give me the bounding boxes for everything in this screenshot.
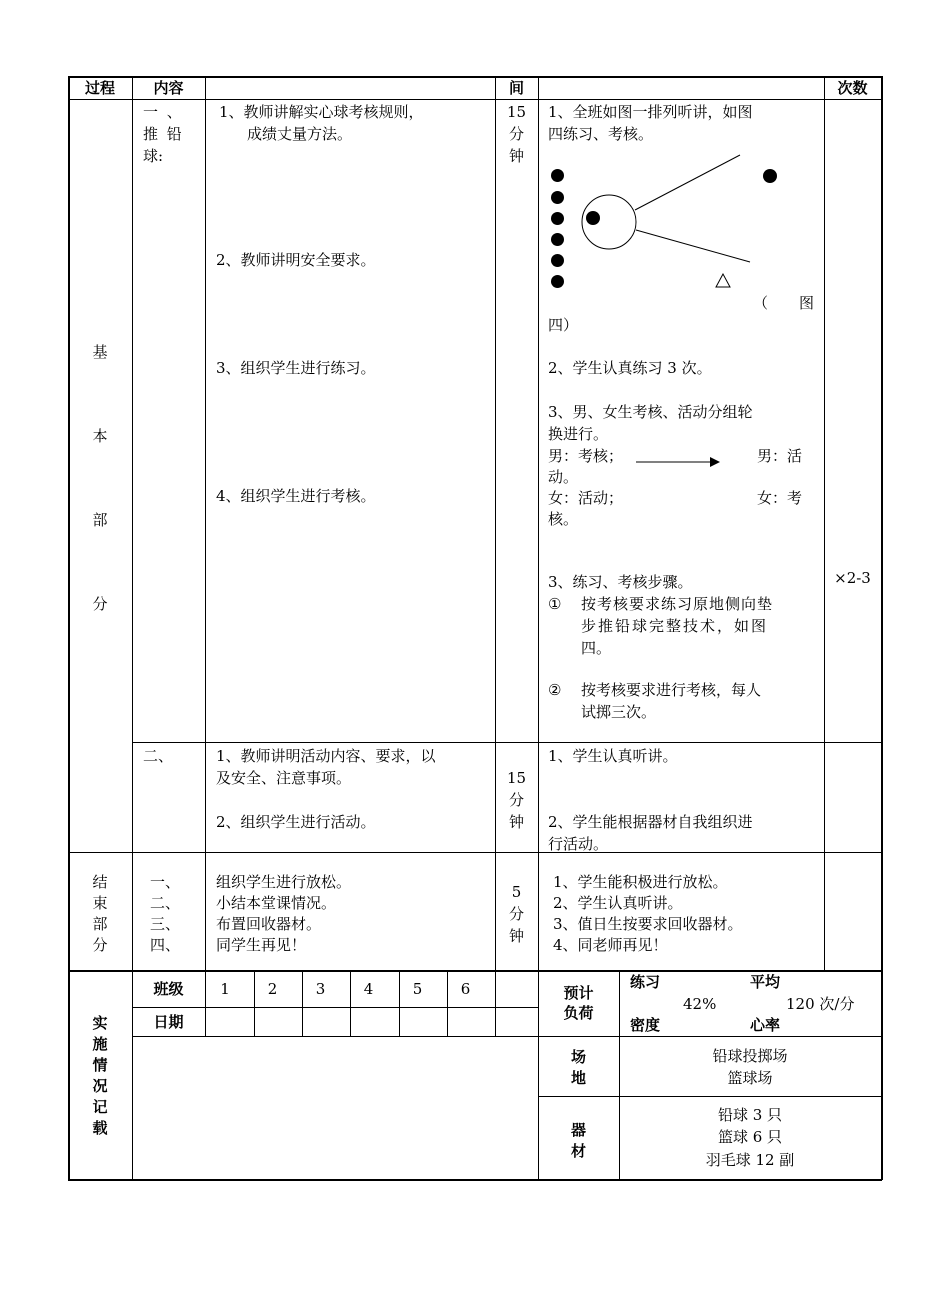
item2-time: 分 bbox=[508, 791, 524, 809]
end-title: 二、 bbox=[150, 894, 181, 912]
load-label: 预计 bbox=[563, 984, 594, 1002]
end-student: 4、同老师再见！ bbox=[553, 936, 668, 954]
equipment-item: 羽毛球 12 副 bbox=[705, 1151, 795, 1169]
item2-teacher: 及安全、注意事项。 bbox=[216, 769, 352, 787]
end-title: 三、 bbox=[150, 915, 181, 933]
steps-heading: 3、练习、考核步骤。 bbox=[548, 573, 693, 591]
section-char: 分 bbox=[92, 595, 108, 613]
teacher-triangle-icon bbox=[716, 274, 730, 287]
class-label: 班级 bbox=[153, 980, 184, 998]
end-student: 3、值日生按要求回收器材。 bbox=[553, 915, 743, 933]
end-teacher: 小结本堂课情况。 bbox=[216, 894, 337, 912]
end-time: 分 bbox=[508, 905, 524, 923]
student-dot bbox=[551, 169, 564, 182]
student-dot bbox=[551, 212, 564, 225]
header-count: 次数 bbox=[837, 79, 868, 97]
throwing-sector-svg bbox=[575, 150, 795, 290]
class-number: 4 bbox=[363, 980, 374, 998]
item1-student-rotation: 换进行。 bbox=[548, 425, 609, 443]
item2-time: 15 bbox=[506, 769, 527, 787]
item1-time: 分 bbox=[508, 125, 524, 143]
class-number: 5 bbox=[412, 980, 423, 998]
load-label: 负荷 bbox=[563, 1004, 594, 1022]
male-cont: 动。 bbox=[548, 468, 579, 486]
end-title: 四、 bbox=[150, 936, 181, 954]
item1-teacher-step: 成绩丈量方法。 bbox=[247, 125, 353, 143]
end-section-char: 分 bbox=[92, 936, 108, 954]
equipment-item: 篮球 6 只 bbox=[717, 1128, 783, 1146]
end-teacher: 布置回收器材。 bbox=[216, 915, 322, 933]
venue-item: 铅球投掷场 bbox=[712, 1047, 788, 1065]
item1-title-line: 一 、 bbox=[143, 103, 184, 121]
male-left: 男：考核； bbox=[548, 447, 624, 465]
figure-label-fig: 图 bbox=[799, 294, 815, 312]
end-teacher: 组织学生进行放松。 bbox=[216, 873, 352, 891]
item1-teacher-step: 1、教师讲解实心球考核规则， bbox=[219, 103, 424, 121]
record-char: 况 bbox=[92, 1077, 108, 1095]
step2-text: 按考核要求进行考核，每人 bbox=[581, 681, 762, 699]
step1-marker: ① bbox=[548, 595, 562, 613]
class-number: 2 bbox=[267, 980, 278, 998]
step2-marker: ② bbox=[548, 681, 562, 699]
item1-title-line: 球: bbox=[143, 147, 164, 165]
end-teacher: 同学生再见！ bbox=[216, 936, 307, 954]
item2-student: 行活动。 bbox=[548, 835, 609, 853]
step1-text: 四。 bbox=[581, 639, 612, 657]
record-char: 情 bbox=[92, 1056, 108, 1074]
end-time: 钟 bbox=[508, 927, 524, 945]
figure-label-close: 四） bbox=[548, 316, 579, 334]
arrow-right-icon bbox=[636, 456, 720, 468]
step1-text: 按考核要求练习原地侧向垫 bbox=[581, 595, 774, 613]
end-section-char: 结 bbox=[92, 873, 108, 891]
landing-dot bbox=[763, 169, 777, 183]
thrower-dot bbox=[586, 211, 600, 225]
item1-teacher-step: 4、组织学生进行考核。 bbox=[216, 487, 376, 505]
item1-teacher-step: 2、教师讲明安全要求。 bbox=[216, 251, 376, 269]
record-char: 载 bbox=[92, 1119, 108, 1137]
student-dot bbox=[551, 233, 564, 246]
item2-teacher: 1、教师讲明活动内容、要求，以 bbox=[216, 747, 436, 765]
venue-label: 地 bbox=[570, 1069, 586, 1087]
end-student: 1、学生能积极进行放松。 bbox=[553, 873, 728, 891]
item1-time: 15 bbox=[506, 103, 527, 121]
end-time: 5 bbox=[511, 883, 522, 901]
header-time: 间 bbox=[508, 79, 524, 97]
item1-student-practice: 2、学生认真练习 3 次。 bbox=[548, 359, 712, 377]
section-char: 本 bbox=[92, 427, 108, 445]
equipment-label: 材 bbox=[570, 1142, 586, 1160]
item1-student-text: 1、全班如图一排列听讲，如图 bbox=[548, 103, 753, 121]
item1-student-rotation: 3、男、女生考核、活动分组轮 bbox=[548, 403, 753, 421]
item1-title-line: 推 铅 bbox=[143, 125, 184, 143]
venue-item: 篮球场 bbox=[727, 1069, 773, 1087]
record-char: 记 bbox=[92, 1098, 108, 1116]
sector-line-upper bbox=[635, 155, 740, 210]
figure-label-open: （ bbox=[753, 294, 769, 312]
density-label: 密度 bbox=[630, 1016, 661, 1034]
record-char: 施 bbox=[92, 1035, 108, 1053]
sector-line-lower bbox=[636, 230, 750, 262]
item2-teacher: 2、组织学生进行活动。 bbox=[216, 813, 376, 831]
date-label: 日期 bbox=[153, 1013, 184, 1031]
section-char: 基 bbox=[92, 343, 108, 361]
step2-text: 试掷三次。 bbox=[581, 703, 657, 721]
heart-rate-label: 心率 bbox=[750, 1016, 781, 1034]
item2-time: 钟 bbox=[508, 813, 524, 831]
density-value: 42% bbox=[683, 995, 717, 1013]
female-right: 女：考 bbox=[757, 489, 803, 507]
record-char: 实 bbox=[92, 1014, 108, 1032]
student-dot bbox=[551, 191, 564, 204]
class-number: 6 bbox=[460, 980, 471, 998]
heart-rate-value: 120 次/分 bbox=[786, 995, 855, 1013]
item2-title: 二、 bbox=[143, 747, 174, 765]
end-student: 2、学生认真听讲。 bbox=[553, 894, 683, 912]
header-content: 内容 bbox=[153, 79, 184, 97]
header-process: 过程 bbox=[84, 79, 115, 97]
step1-text: 步推铅球完整技术，如图 bbox=[581, 617, 769, 635]
item2-student: 2、学生能根据器材自我组织进 bbox=[548, 813, 753, 831]
equipment-label: 器 bbox=[570, 1121, 586, 1139]
repetition-count: ×2-3 bbox=[834, 569, 871, 587]
student-dot bbox=[551, 275, 564, 288]
class-number: 3 bbox=[315, 980, 326, 998]
male-right: 男：活 bbox=[757, 447, 803, 465]
class-number: 1 bbox=[220, 980, 230, 998]
item2-student: 1、学生认真听讲。 bbox=[548, 747, 678, 765]
venue-label: 场 bbox=[570, 1048, 586, 1066]
end-section-char: 束 bbox=[92, 894, 108, 912]
female-cont: 核。 bbox=[548, 510, 579, 528]
student-dot bbox=[551, 254, 564, 267]
equipment-item: 铅球 3 只 bbox=[717, 1106, 783, 1124]
end-title: 一、 bbox=[150, 873, 181, 891]
end-section-char: 部 bbox=[92, 915, 108, 933]
average-label: 平均 bbox=[750, 973, 781, 991]
item1-teacher-step: 3、组织学生进行练习。 bbox=[216, 359, 376, 377]
item1-time: 钟 bbox=[508, 147, 524, 165]
female-left: 女：活动； bbox=[548, 489, 624, 507]
item1-student-text: 四练习、考核。 bbox=[548, 125, 654, 143]
practice-label: 练习 bbox=[630, 973, 661, 991]
section-char: 部 bbox=[92, 511, 108, 529]
